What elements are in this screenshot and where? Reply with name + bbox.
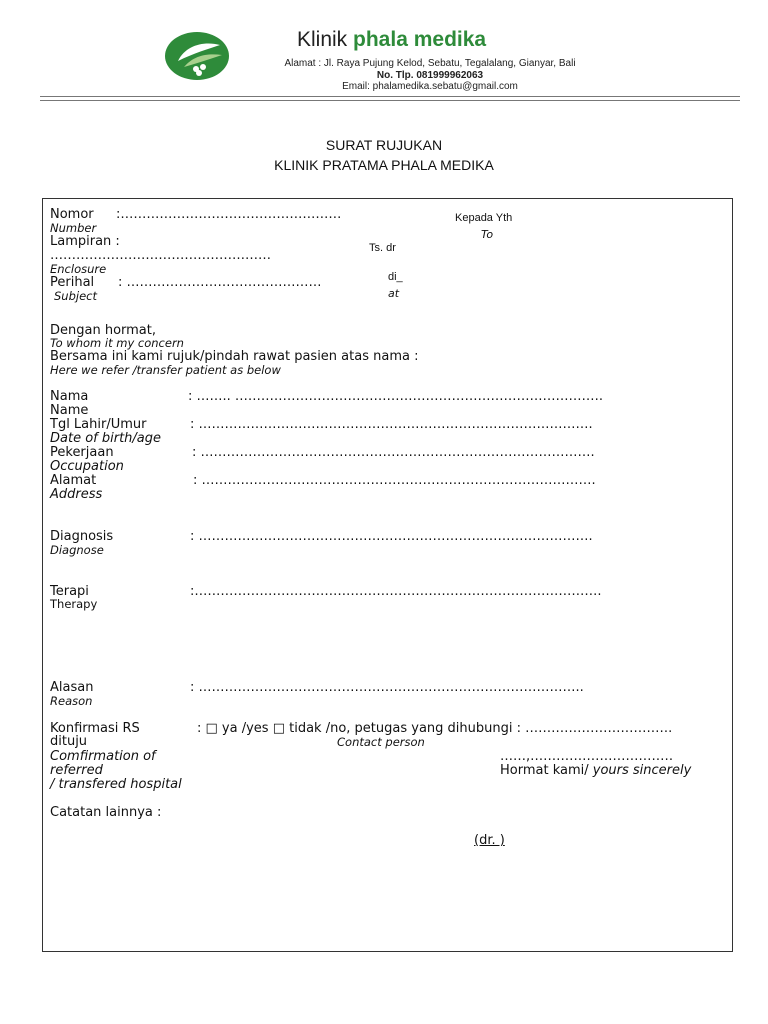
- dob-label-en: Date of birth/age: [50, 431, 162, 446]
- diagnose-label-en: Diagnose: [50, 543, 104, 557]
- brand-name: phala medika: [353, 28, 487, 51]
- terapi-label: Terapi: [50, 584, 89, 599]
- perihal-label: Perihal: [50, 275, 95, 290]
- doctor-signature-line[interactable]: (dr. ): [474, 833, 505, 848]
- ts-dr-label: Ts. dr: [369, 242, 396, 254]
- clinic-address: Alamat : Jl. Raya Pujung Kelod, Sebatu, Tegalalang, Gianyar, Bali: [284, 58, 576, 69]
- clinic-brand: [297, 28, 486, 52]
- alamat-label: Alamat: [50, 473, 97, 488]
- intro-text-en: Here we refer /transfer patient as below: [50, 363, 281, 377]
- occupation-label-en: Occupation: [50, 459, 124, 474]
- di-label: di_: [388, 271, 403, 283]
- clinic-email: Email: phalamedika.sebatu@gmail.com: [342, 81, 518, 92]
- header-divider-bottom: [40, 100, 740, 101]
- confirmation-en-line1: Comfirmation of: [50, 749, 156, 764]
- to-label-en: To: [481, 228, 494, 241]
- confirmation-en-line2: referred: [50, 763, 103, 778]
- konfirmasi-label: Konfirmasi RS: [50, 721, 140, 736]
- brand-klinik: Klinik: [297, 28, 348, 51]
- diagnosis-field[interactable]: : ……………………………………………………………………………….: [190, 529, 593, 544]
- nama-label: Nama: [50, 389, 89, 404]
- diagnosis-label: Diagnosis: [50, 529, 114, 544]
- contact-person-en: Contact person: [337, 735, 425, 749]
- perihal-field[interactable]: : ………………………………………: [118, 275, 322, 290]
- reason-label-en: Reason: [50, 694, 93, 708]
- intro-text: Bersama ini kami rujuk/pindah rawat pasien atas nama :: [50, 349, 419, 364]
- pekerjaan-label: Pekerjaan: [50, 445, 114, 460]
- greeting: Dengan hormat,: [50, 323, 157, 338]
- referral-form-box: [42, 198, 733, 952]
- at-label-en: at: [388, 287, 400, 300]
- nomor-label: Nomor: [50, 207, 94, 222]
- kepada-yth: Kepada Yth: [455, 212, 513, 224]
- header-divider-top: [40, 96, 740, 97]
- catatan-label: Catatan lainnya :: [50, 805, 162, 820]
- enclosure-label-en: Enclosure: [50, 262, 107, 276]
- signature-date-field[interactable]: ……,……………………………: [500, 749, 674, 764]
- address-label-en: Address: [50, 487, 103, 502]
- number-label-en: Number: [50, 221, 97, 235]
- nama-field[interactable]: : …….. ………………………………………………………………………….: [188, 389, 604, 404]
- greeting-en: To whom it my concern: [50, 336, 184, 350]
- alasan-label: Alasan: [50, 680, 94, 695]
- hormat-kami: [500, 763, 691, 778]
- document-title: SURAT RUJUKAN: [325, 137, 443, 153]
- lampiran-field[interactable]: ……………………………………………: [50, 248, 271, 263]
- subject-label-en: Subject: [54, 289, 97, 303]
- alamat-field[interactable]: : ……………………………………………………………………………….: [193, 473, 596, 488]
- clinic-phone: No. Tlp. 081999962063: [376, 70, 484, 81]
- alasan-field[interactable]: : ……………………………………………………………………………..: [190, 680, 584, 695]
- lampiran-label: Lampiran :: [50, 234, 120, 249]
- konfirmasi-options[interactable]: : □ ya /yes □ tidak /no, petugas yang dihubungi : …………………………….: [197, 721, 673, 736]
- hormat-kami-text: Hormat kami/: [500, 763, 589, 778]
- therapy-label-en: Therapy: [50, 597, 98, 611]
- document-subtitle: KLINIK PRATAMA PHALA MEDIKA: [274, 157, 494, 173]
- terapi-field[interactable]: :………………………………………………………………………………….: [190, 584, 602, 599]
- tgl-lahir-label: Tgl Lahir/Umur: [50, 417, 147, 432]
- dituju-label: dituju: [50, 734, 88, 749]
- tgl-lahir-field[interactable]: : ……………………………………………………………………………….: [190, 417, 593, 432]
- nomor-field[interactable]: :……………………………………………: [116, 207, 342, 222]
- pekerjaan-field[interactable]: : ……………………………………………………………………………….: [192, 445, 595, 460]
- yours-sincerely-en: yours sincerely: [588, 763, 692, 778]
- name-label-en: Name: [50, 403, 89, 418]
- confirmation-en-line3: / transfered hospital: [50, 777, 182, 792]
